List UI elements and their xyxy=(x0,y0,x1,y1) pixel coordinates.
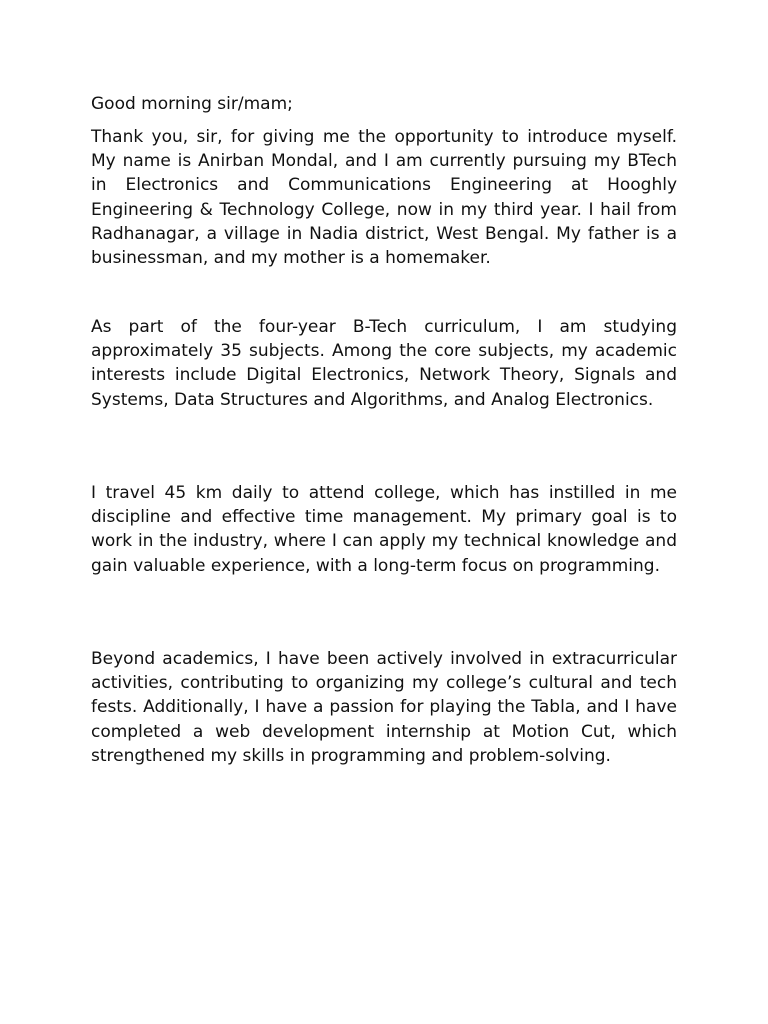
travel-goals-paragraph: I travel 45 km daily to attend college, which has instilled in me discipline and effective time management. My primary goal is to work in the industry, where I can apply my technical knowledge and gain valuable experience, with a long-term focus on programming. xyxy=(91,483,677,576)
greeting-line: Good morning sir/mam; xyxy=(91,94,293,114)
extracurricular-paragraph: Beyond academics, I have been actively involved in extracurricular activities, contributing to organizing my college’s cultural and tech fests. Additionally, I have a passion for playing the Tabla, and I have completed a web development internship at Motion Cut, which strengthened my skills in programming and problem-solving. xyxy=(91,649,677,766)
curriculum-paragraph: As part of the four-year B-Tech curriculum, I am studying approximately 35 subjects. Among the core subjects, my academic interests include Digital Electronics, Network Theory, Signals and Systems, Data Structures and Algorithms, and Analog Electronics. xyxy=(91,317,677,410)
introduction-paragraph: Thank you, sir, for giving me the opportunity to introduce myself. My name is Anirban Mondal, and I am currently pursuing my BTech in Electronics and Communications Engineering at Hooghly Engineering & Technology College, now in my third year. I hail from Radhanagar, a village in Nadia district, West Bengal. My father is a businessman, and my mother is a homemaker. xyxy=(91,127,677,269)
